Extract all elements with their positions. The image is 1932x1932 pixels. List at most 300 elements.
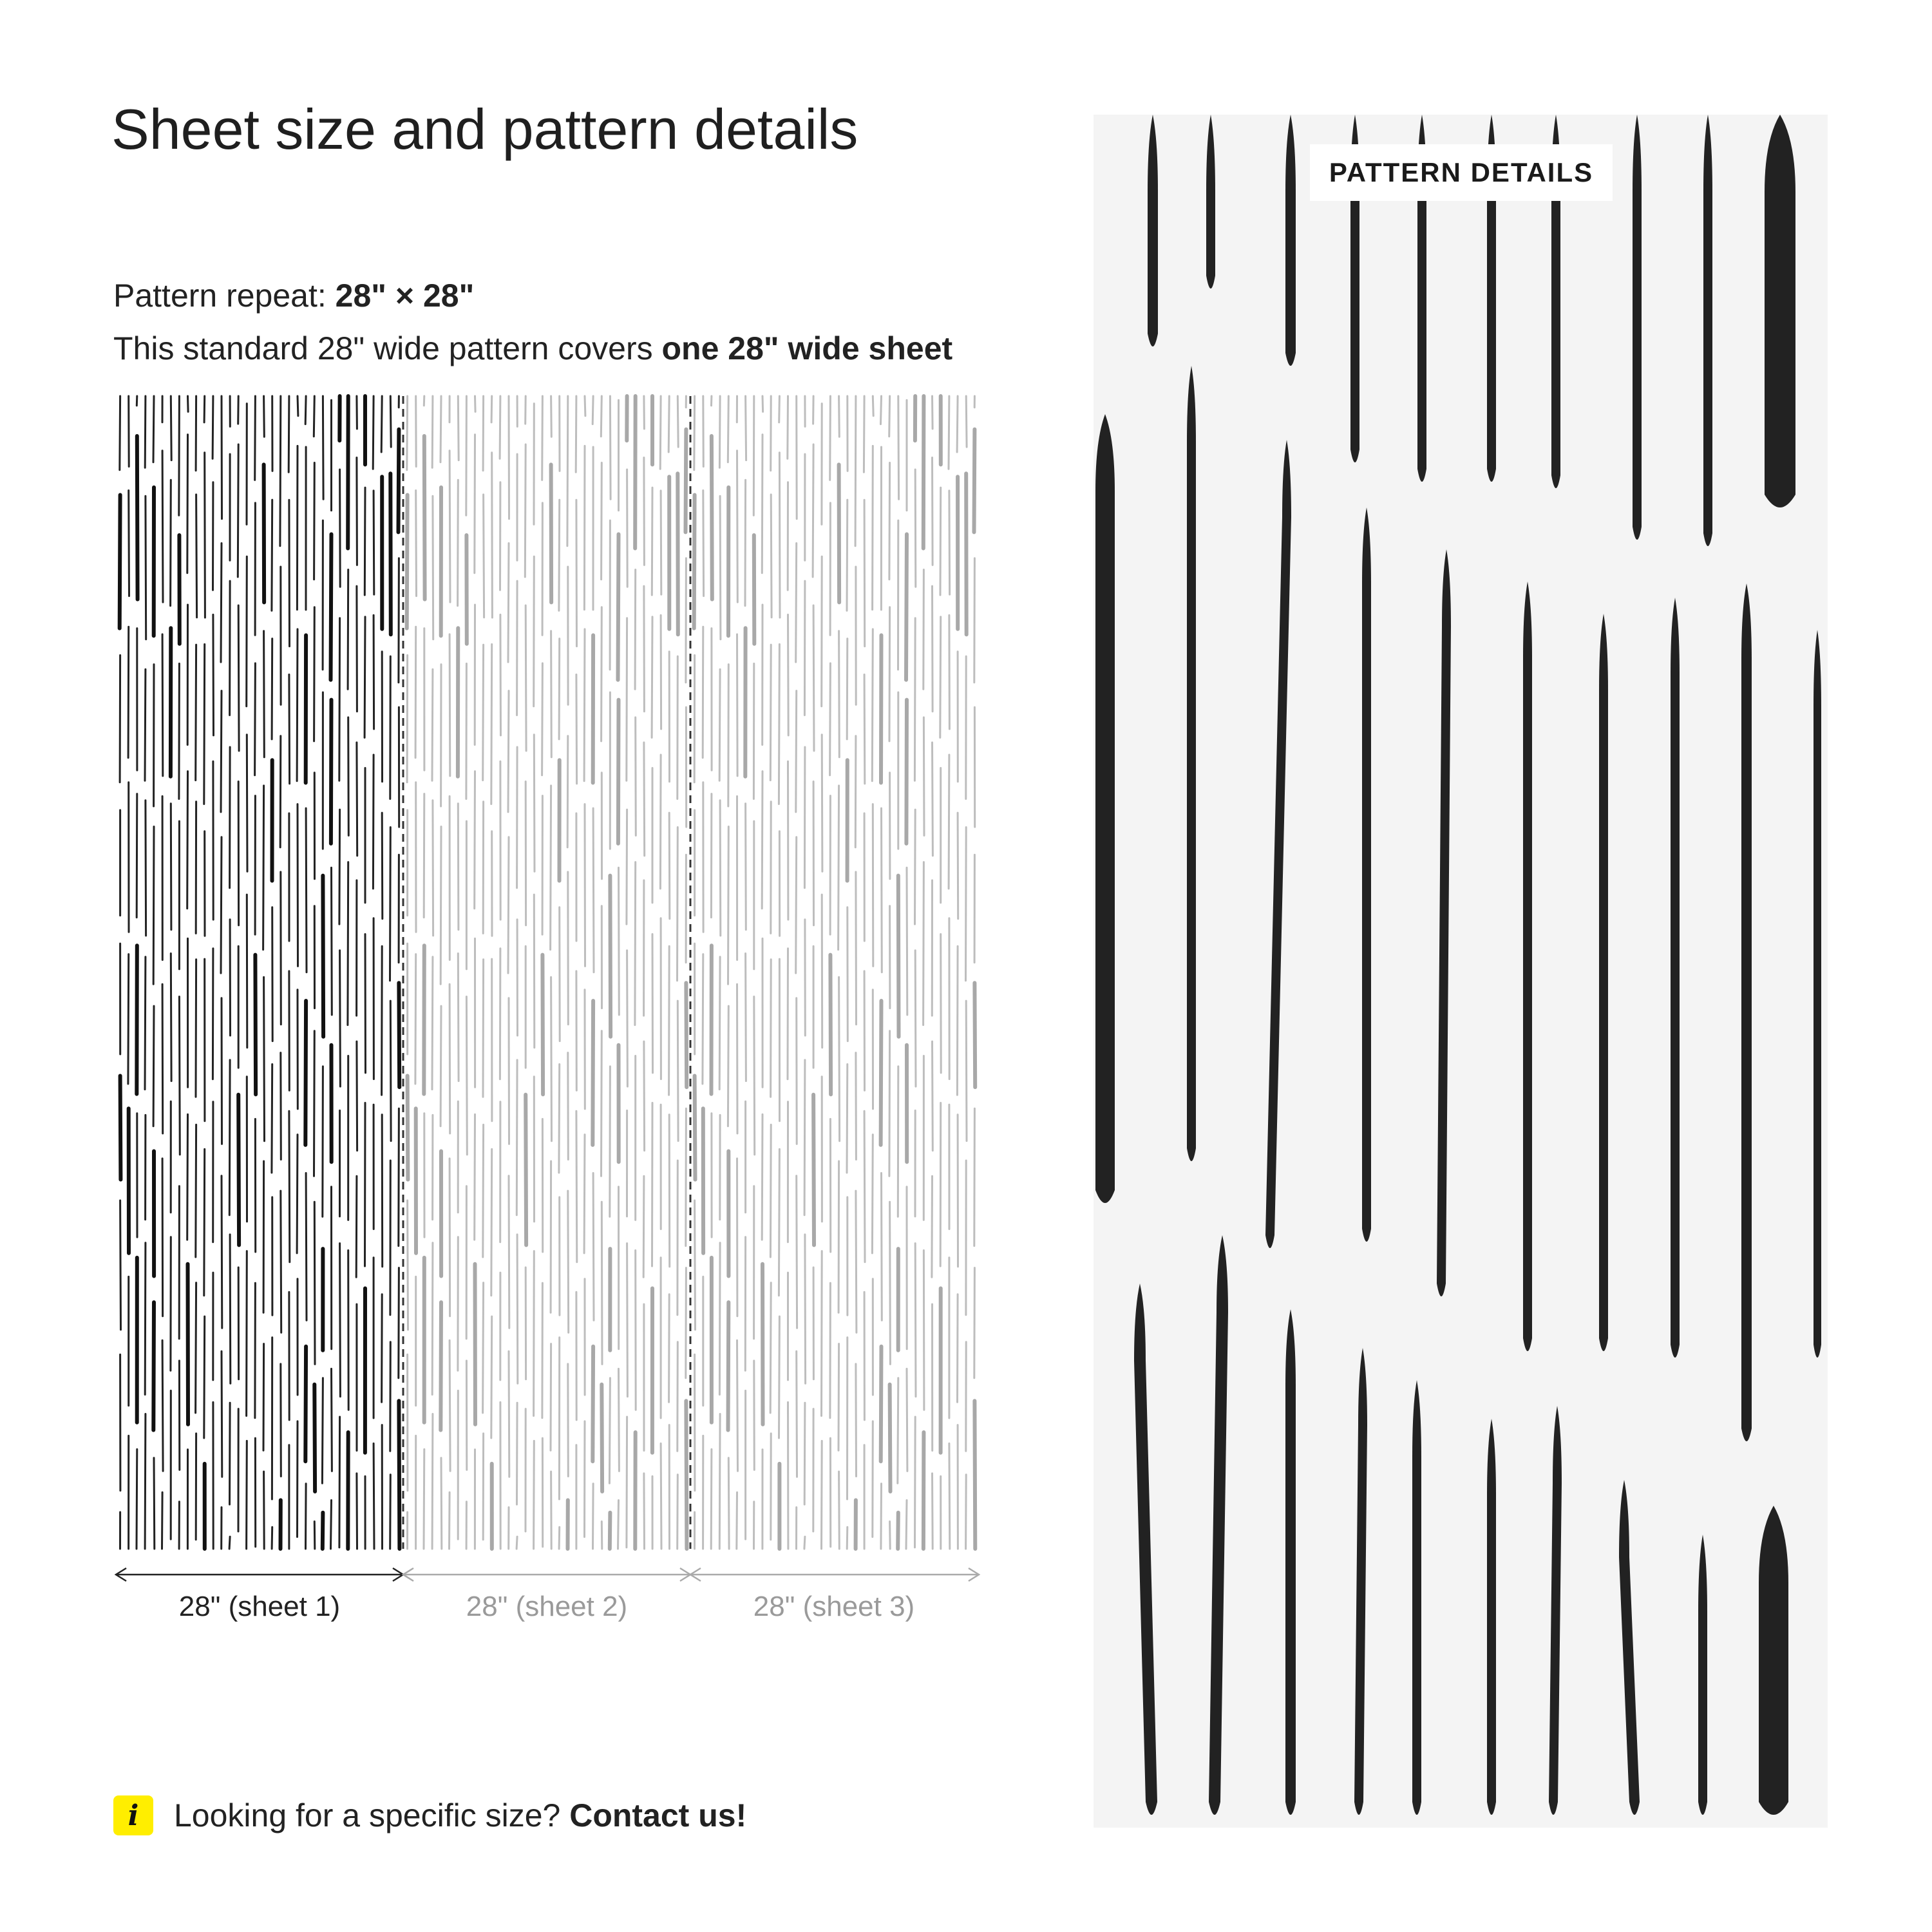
pattern-stroke (229, 1060, 230, 1215)
pattern-stroke (796, 837, 797, 973)
pattern-stroke (382, 813, 383, 919)
pattern-stroke (534, 735, 535, 871)
pattern-stroke (949, 491, 950, 594)
pattern-stroke (162, 1159, 163, 1316)
pattern-stroke (297, 629, 298, 781)
pattern-stroke (230, 1403, 231, 1504)
pattern-stroke (145, 396, 146, 468)
sheet-2-label: 28" (sheet 2) (466, 1591, 628, 1622)
pattern-stroke (966, 473, 967, 634)
pattern-stroke (289, 1111, 290, 1262)
pattern-stroke (847, 500, 848, 611)
pattern-stroke (314, 1385, 315, 1492)
pattern-stroke (906, 535, 907, 680)
pattern-stroke (593, 1173, 594, 1321)
pattern-stroke (923, 396, 924, 549)
pattern-stroke (804, 1060, 805, 1215)
pattern-stroke (652, 1103, 653, 1267)
pattern-stroke (974, 1401, 975, 1549)
pattern-stroke (838, 786, 839, 950)
pattern-stroke (677, 1001, 678, 1141)
pattern-detail-stroke (1549, 1406, 1562, 1815)
pattern-stroke (805, 1235, 806, 1383)
pattern-stroke (898, 876, 899, 1037)
pattern-stroke (728, 1458, 729, 1549)
pattern-stroke (728, 665, 729, 806)
pattern-stroke (881, 635, 882, 782)
pattern-stroke (264, 977, 265, 1141)
pattern-stroke (576, 1111, 577, 1262)
pattern-stroke (813, 605, 814, 751)
pattern-stroke (660, 755, 661, 889)
pattern-stroke (627, 951, 628, 1086)
pattern-stroke (779, 1316, 780, 1438)
pattern-stroke (297, 1135, 298, 1253)
pattern-stroke (508, 691, 509, 812)
pattern-stroke (974, 430, 975, 533)
pattern-stroke (677, 828, 678, 981)
pattern-stroke (771, 396, 772, 471)
pattern-stroke (719, 669, 720, 781)
pattern-stroke (847, 1065, 848, 1173)
pattern-stroke (719, 1414, 720, 1549)
pattern-stroke (974, 558, 975, 683)
pattern-stroke (619, 867, 620, 1015)
pattern-stroke (162, 634, 163, 776)
pattern-stroke (491, 1149, 492, 1295)
pattern-stroke (839, 396, 840, 437)
pattern-stroke (416, 491, 417, 596)
pattern-stroke (940, 488, 941, 595)
pattern-stroke (864, 674, 865, 784)
pattern-stroke (458, 480, 459, 605)
pattern-stroke (365, 934, 366, 1073)
pattern-stroke (719, 957, 720, 1090)
pattern-stroke (230, 581, 231, 715)
pattern-stroke (390, 1475, 391, 1549)
pattern-stroke (229, 1537, 230, 1549)
pattern-stroke (407, 495, 408, 629)
pattern-stroke (668, 396, 669, 452)
pattern-detail-stroke (1523, 582, 1532, 1351)
pattern-stroke (390, 828, 391, 981)
pattern-stroke (128, 954, 129, 1084)
pattern-stroke (483, 1283, 484, 1413)
pattern-stroke (966, 396, 967, 447)
pattern-stroke (881, 1484, 882, 1549)
pattern-stroke (627, 1244, 628, 1397)
pattern-stroke (153, 396, 154, 462)
pattern-stroke (458, 804, 459, 930)
pattern-detail-stroke (1134, 1283, 1157, 1815)
pattern-stroke (238, 605, 239, 751)
pattern-stroke (255, 663, 256, 775)
pattern-stroke (652, 934, 653, 1073)
pattern-stroke (923, 862, 924, 1025)
pattern-stroke (720, 496, 721, 639)
pattern-stroke (551, 1472, 552, 1549)
pattern-stroke (593, 808, 594, 972)
pattern-stroke (263, 1344, 264, 1451)
pattern-stroke (567, 396, 568, 546)
pattern-detail-stroke (1209, 1235, 1228, 1815)
pattern-stroke (567, 736, 568, 848)
pattern-stroke (340, 1244, 341, 1397)
pattern-stroke (669, 1115, 670, 1267)
pattern-stroke (390, 396, 391, 447)
pattern-stroke (762, 396, 763, 412)
pattern-stroke (179, 997, 180, 1155)
pattern-stroke (686, 1108, 687, 1245)
pattern-stroke (618, 535, 619, 680)
pattern-stroke (881, 396, 882, 424)
pattern-stroke (754, 997, 755, 1155)
pattern-detail-stroke (1487, 1419, 1496, 1815)
pattern-detail-stroke (1759, 1506, 1788, 1815)
pattern-stroke (264, 1472, 265, 1549)
pattern-stroke (592, 1347, 593, 1462)
pattern-stroke (348, 717, 349, 836)
pattern-stroke (686, 430, 687, 533)
pattern-stroke (263, 1161, 264, 1312)
pattern-stroke (491, 1316, 492, 1438)
pattern-stroke (390, 1001, 391, 1141)
pattern-stroke (221, 837, 222, 973)
pattern-detail-stroke (1362, 507, 1371, 1242)
pattern-stroke (500, 614, 501, 735)
pattern-stroke (644, 396, 645, 429)
pattern-stroke (779, 453, 780, 618)
pattern-stroke (407, 396, 408, 470)
pattern-stroke (551, 631, 552, 757)
pattern-stroke (204, 1316, 205, 1438)
pattern-stroke (813, 396, 814, 424)
pattern-stroke (856, 1364, 857, 1477)
pattern-stroke (847, 639, 848, 739)
pattern-stroke (627, 469, 628, 587)
pattern-stroke (610, 876, 611, 1037)
pattern-stroke (415, 954, 416, 1084)
pattern-stroke (179, 663, 180, 799)
sheet-2-dimension-arrow (403, 1568, 690, 1581)
pattern-stroke (416, 396, 417, 467)
pattern-stroke (889, 1031, 890, 1177)
pattern-stroke (957, 946, 958, 1095)
pattern-stroke (264, 464, 265, 602)
pattern-stroke (830, 1283, 831, 1418)
pattern-detail-stroke (1148, 115, 1158, 346)
pattern-stroke (644, 1041, 645, 1151)
pattern-stroke (703, 491, 704, 596)
pattern-stroke (348, 1251, 349, 1410)
pattern-stroke (339, 618, 340, 781)
pattern-stroke (432, 1243, 433, 1395)
pattern-stroke (770, 1124, 771, 1257)
pattern-stroke (534, 556, 535, 706)
pattern-stroke (120, 1200, 121, 1330)
pattern-stroke (187, 1114, 188, 1240)
pattern-stroke (542, 396, 543, 480)
pattern-stroke (914, 618, 915, 781)
pattern-stroke (872, 1135, 873, 1253)
pattern-stroke (677, 473, 678, 634)
sheet-preview-background (116, 396, 979, 1549)
pattern-stroke (644, 743, 645, 856)
pattern-stroke (280, 736, 281, 848)
pattern-stroke (221, 544, 222, 663)
pattern-stroke (601, 1522, 602, 1549)
pattern-stroke (517, 1235, 518, 1383)
pattern-detail-stroke (1814, 630, 1821, 1358)
pattern-stroke (771, 495, 772, 618)
pattern-stroke (390, 1342, 391, 1452)
pattern-stroke (145, 669, 146, 781)
pattern-stroke (306, 808, 307, 972)
pattern-stroke (890, 1522, 891, 1549)
pattern-stroke (381, 396, 382, 452)
pattern-stroke (771, 960, 772, 1097)
pattern-stroke (610, 1066, 611, 1217)
pattern-stroke (466, 997, 467, 1155)
pattern-stroke (289, 674, 290, 784)
pattern-stroke (272, 907, 273, 1041)
pattern-stroke (568, 1364, 569, 1477)
pattern-stroke (356, 1176, 357, 1277)
contact-us-link[interactable]: Contact us! (569, 1797, 747, 1833)
pattern-stroke (280, 396, 281, 546)
pattern-stroke (804, 747, 805, 888)
pattern-stroke (306, 1484, 307, 1549)
sheet-3-dimension-arrow (690, 1568, 979, 1581)
pattern-stroke (694, 495, 695, 629)
pattern-stroke (889, 396, 890, 437)
pattern-stroke (839, 977, 840, 1141)
pattern-stroke (974, 983, 975, 1087)
pattern-stroke (331, 1501, 332, 1549)
pattern-stroke (551, 977, 552, 1141)
pattern-stroke (525, 444, 526, 577)
pattern-stroke (373, 396, 374, 469)
pattern-stroke (390, 473, 391, 634)
pattern-stroke (314, 1031, 315, 1177)
pattern-stroke (204, 396, 205, 422)
pattern-stroke (128, 627, 129, 757)
pattern-stroke (635, 570, 636, 690)
pattern-stroke (584, 1135, 585, 1253)
pattern-detail-stroke (1412, 1380, 1421, 1815)
pattern-stroke (923, 717, 924, 836)
pattern-stroke (779, 396, 780, 422)
pattern-repeat-label: Pattern repeat: (113, 278, 336, 314)
pattern-stroke (466, 663, 467, 799)
pattern-stroke (966, 828, 967, 981)
pattern-stroke (770, 645, 771, 781)
pattern-stroke (719, 396, 720, 468)
pattern-stroke (415, 627, 416, 757)
pattern-stroke (340, 469, 341, 587)
pattern-stroke (601, 1202, 602, 1364)
pattern-stroke (618, 1501, 619, 1549)
pattern-stroke (847, 1527, 848, 1549)
pattern-stroke (915, 810, 916, 924)
pattern-stroke (576, 500, 577, 646)
pattern-detail-stroke (1703, 115, 1712, 546)
pattern-detail-stroke (1265, 440, 1291, 1248)
pattern-detail-stroke (1354, 1348, 1367, 1815)
pattern-stroke (635, 396, 636, 549)
pattern-stroke (440, 1006, 441, 1126)
sheet-1-dimension-arrow (116, 1568, 403, 1581)
pattern-stroke (974, 1268, 975, 1378)
pattern-stroke (754, 1361, 755, 1470)
pattern-stroke (432, 396, 433, 468)
pattern-stroke (804, 1403, 805, 1504)
pattern-stroke (813, 1095, 814, 1245)
sheet-3-label: 28" (sheet 3) (753, 1591, 915, 1622)
pattern-stroke (923, 1251, 924, 1410)
pattern-stroke (145, 1243, 146, 1395)
pattern-stroke (856, 872, 857, 1025)
pattern-stroke (559, 639, 560, 739)
pattern-stroke (432, 669, 433, 781)
pattern-stroke (957, 396, 958, 452)
pattern-stroke (796, 691, 797, 812)
pattern-stroke (264, 631, 265, 757)
pattern-stroke (737, 451, 738, 602)
info-icon: i (113, 1795, 153, 1835)
pattern-stroke (339, 810, 340, 924)
pattern-stroke (890, 1202, 891, 1364)
pattern-stroke (737, 1340, 738, 1471)
pattern-stroke (838, 1344, 839, 1451)
pattern-stroke (881, 1347, 882, 1462)
pattern-stroke (796, 544, 797, 663)
coverage-text: This standard 28" wide pattern covers (113, 330, 662, 366)
pattern-stroke (711, 1449, 712, 1549)
pattern-stroke (915, 951, 916, 1086)
pattern-stroke (534, 895, 535, 1048)
pattern-stroke (864, 500, 865, 646)
pattern-stroke (890, 1385, 891, 1492)
pattern-stroke (305, 1001, 306, 1145)
pattern-stroke (542, 955, 543, 1095)
pattern-stroke (728, 827, 729, 985)
pattern-stroke (677, 396, 678, 447)
contact-row (113, 1795, 746, 1835)
pattern-stroke (314, 1202, 315, 1364)
pattern-stroke (204, 1149, 205, 1295)
pattern-stroke (483, 645, 484, 781)
pattern-stroke (788, 614, 789, 735)
pattern-stroke (263, 786, 264, 950)
pattern-stroke (915, 469, 916, 587)
pattern-stroke (949, 615, 950, 729)
pattern-stroke (188, 396, 189, 412)
pattern-details-badge: PATTERN DETAILS (1310, 144, 1613, 201)
pattern-detail-stroke (1619, 1480, 1640, 1815)
pattern-stroke (719, 1243, 720, 1395)
pattern-stroke (770, 1283, 771, 1413)
pattern-detail-stroke (1698, 1535, 1707, 1815)
pattern-stroke (188, 1264, 189, 1425)
pattern-stroke (601, 1385, 602, 1492)
pattern-stroke (534, 1441, 535, 1549)
pattern-stroke (609, 1378, 610, 1484)
pattern-stroke (568, 1053, 569, 1160)
pattern-stroke (737, 984, 738, 1133)
pattern-stroke (881, 1001, 882, 1145)
pattern-stroke (686, 1401, 687, 1549)
pattern-detail-stroke (1741, 583, 1752, 1441)
pattern-stroke (331, 700, 332, 844)
pattern-stroke (677, 1342, 678, 1452)
pattern-stroke (966, 1475, 967, 1549)
pattern-detail-stroke (1285, 115, 1296, 366)
pattern-stroke (592, 396, 593, 424)
pattern-stroke (458, 954, 459, 1081)
pattern-detail-stroke (1206, 115, 1215, 289)
pattern-stroke (686, 558, 687, 683)
pattern-stroke (508, 544, 509, 663)
pattern-stroke (644, 458, 645, 565)
pattern-stroke (695, 1076, 696, 1180)
pattern-stroke (264, 396, 265, 437)
pattern-stroke (204, 644, 205, 804)
pattern-stroke (839, 631, 840, 757)
pattern-stroke (974, 1108, 975, 1245)
pattern-stroke (322, 1378, 323, 1484)
pattern-stroke (559, 1527, 560, 1549)
pattern-stroke (492, 453, 493, 618)
pattern-stroke (154, 1458, 155, 1549)
pattern-detail-panel (1094, 115, 1828, 1828)
pattern-stroke (643, 1176, 644, 1277)
pattern-stroke (618, 700, 619, 844)
pattern-stroke (483, 1124, 484, 1257)
pattern-stroke (517, 747, 518, 888)
pattern-stroke (830, 396, 831, 480)
pattern-stroke (153, 827, 154, 985)
pattern-stroke (941, 934, 942, 1073)
pattern-stroke (635, 862, 636, 1025)
pattern-stroke (940, 617, 941, 738)
pattern-stroke (754, 535, 755, 644)
pattern-stroke (686, 1268, 687, 1378)
pattern-detail-stroke (1285, 1309, 1296, 1815)
pattern-stroke (855, 396, 856, 546)
pattern-stroke (390, 656, 391, 799)
pattern-stroke (830, 663, 831, 775)
pattern-stroke (238, 396, 239, 424)
pattern-stroke (305, 396, 306, 424)
pattern-stroke (542, 1283, 543, 1418)
pattern-stroke (728, 1302, 729, 1430)
pattern-stroke (432, 957, 433, 1090)
pattern-stroke (153, 1006, 154, 1126)
pattern-stroke (804, 581, 805, 715)
pattern-stroke (145, 957, 146, 1090)
pattern-stroke (711, 794, 712, 918)
pattern-stroke (440, 396, 441, 462)
pattern-stroke (382, 1115, 383, 1267)
pattern-stroke (949, 1443, 950, 1549)
pattern-detail-stroke (1633, 115, 1642, 540)
pattern-stroke (120, 1076, 121, 1180)
pattern-stroke (516, 1060, 517, 1215)
pattern-stroke (516, 1537, 517, 1549)
pattern-stroke (424, 436, 425, 600)
pattern-stroke (551, 396, 552, 437)
